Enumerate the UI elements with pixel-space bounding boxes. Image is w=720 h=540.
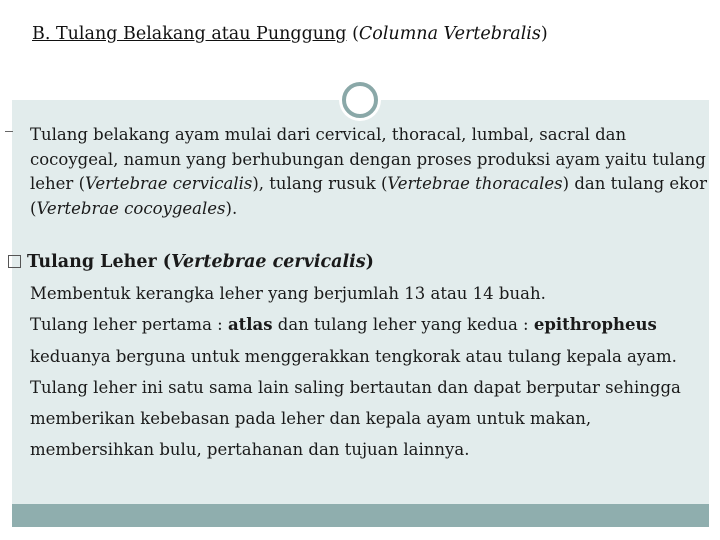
term-epithropheus: epithropheus	[533, 315, 657, 335]
circle-ring-ornament	[339, 79, 381, 121]
section-heading-text: Tulang Leher	[27, 252, 157, 272]
intro-paragraph	[30, 123, 708, 221]
body-line-1: Membentuk kerangka leher yang berjumlah 13 atau 14 buah.	[30, 284, 546, 303]
intro-latin-a: Vertebrae cervicalis	[85, 174, 253, 193]
intro-latin-c: Vertebrae cocoygeales	[36, 198, 226, 218]
title-latin: Columna Vertebralis	[358, 24, 541, 44]
intro-text-b: ), tulang rusuk (	[252, 174, 388, 193]
title-text: B. Tulang Belakang atau Punggung	[32, 24, 347, 44]
intro-text-a: Tulang belakang ayam mulai dari cervical, thoracal, lumbal, sacral dan cocoygeal, namun yang berhubungan dengan proses produksi ayam yaitu tulang leher (	[30, 125, 706, 193]
footer-bar	[12, 504, 709, 527]
body-line-3: keduanya berguna untuk menggerakkan tengkorak atau tulang kepala ayam.	[30, 346, 677, 366]
body-line-2-a: Tulang leher pertama :	[30, 315, 228, 335]
title-paren-close: )	[540, 24, 548, 44]
ornament-ring	[342, 82, 378, 118]
section-heading	[8, 252, 374, 272]
section-heading-paren-close: )	[365, 252, 374, 272]
title-paren-open: (	[346, 24, 359, 44]
intro-text-d: ).	[225, 198, 238, 218]
intro-text-c: ) dan tulang ekor (	[30, 174, 707, 218]
square-bullet-icon	[8, 255, 21, 268]
body-line-2	[30, 313, 710, 344]
section-heading-latin: Vertebrae cervicalis	[171, 252, 366, 272]
term-atlas: atlas	[227, 315, 273, 335]
margin-tick	[5, 131, 13, 132]
section-body	[30, 282, 710, 470]
body-line-6: membersihkan bulu, pertahanan dan tujuan lainnya.	[30, 440, 470, 460]
slide-title	[32, 24, 548, 44]
body-line-4: Tulang leher ini satu sama lain saling bertautan dan dapat berputar sehingga	[30, 377, 681, 397]
section-heading-paren-open: (	[156, 252, 172, 272]
body-line-2-b: dan tulang leher yang kedua :	[272, 315, 534, 335]
body-line-5: memberikan kebebasan pada leher dan kepala ayam untuk makan,	[30, 409, 592, 429]
intro-latin-b: Vertebrae thoracales	[387, 174, 563, 193]
